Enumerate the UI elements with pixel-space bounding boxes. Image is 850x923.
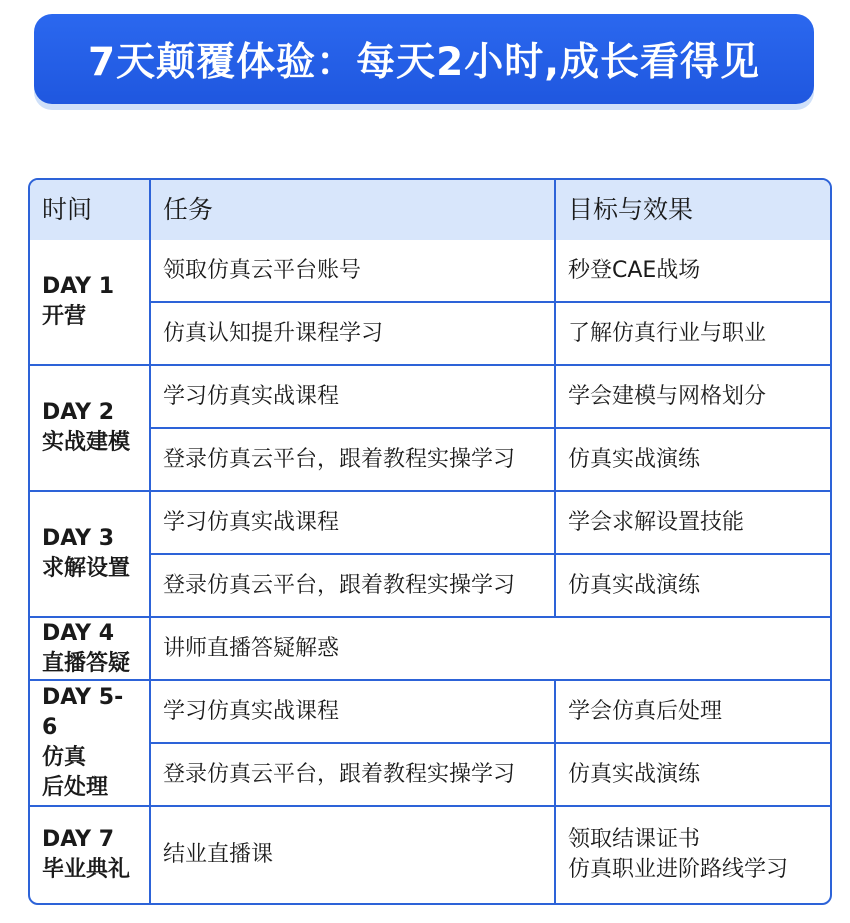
goal-line2: 仿真职业进阶路线学习 (568, 857, 789, 882)
day-label: DAY 7 (42, 827, 115, 852)
table-row (30, 681, 830, 744)
goal-cell: 学会仿真后处理 (556, 681, 830, 744)
day-label: DAY 5-6 (42, 685, 124, 740)
schedule-table (28, 178, 832, 905)
header-task: 任务 (151, 180, 556, 240)
goal-cell: 学会求解设置技能 (556, 492, 830, 555)
day-cell-4 (30, 618, 151, 681)
table-row (30, 492, 830, 555)
task-cell: 结业直播课 (151, 807, 556, 903)
task-cell: 学习仿真实战课程 (151, 492, 556, 555)
header-time: 时间 (30, 180, 151, 240)
table-header-row (30, 180, 830, 240)
goal-line1: 领取结课证书 (568, 827, 701, 852)
task-cell: 讲师直播答疑解惑 (151, 618, 830, 681)
task-cell: 登录仿真云平台，跟着教程实操学习 (151, 555, 556, 618)
day-label: DAY 2 (42, 400, 115, 425)
task-cell: 学习仿真实战课程 (151, 366, 556, 429)
day-name-line2: 后处理 (42, 775, 109, 800)
goal-cell (556, 807, 830, 903)
day-name: 实战建模 (42, 430, 131, 455)
goal-cell: 秒登CAE战场 (556, 240, 830, 303)
day-name: 求解设置 (42, 556, 131, 581)
day-label: DAY 3 (42, 526, 115, 551)
task-cell: 学习仿真实战课程 (151, 681, 556, 744)
table-row (30, 240, 830, 303)
day-cell-2 (30, 366, 151, 492)
day-cell-7 (30, 807, 151, 903)
task-cell: 仿真认知提升课程学习 (151, 303, 556, 366)
day-name: 毕业典礼 (42, 857, 131, 882)
day-label: DAY 1 (42, 274, 115, 299)
day-name-line1: 仿真 (42, 745, 87, 770)
banner-title: 7天颠覆体验：每天2小时,成长看得见 (34, 14, 814, 104)
day-label: DAY 4 (42, 620, 115, 646)
task-cell: 登录仿真云平台，跟着教程实操学习 (151, 744, 556, 807)
task-cell: 领取仿真云平台账号 (151, 240, 556, 303)
day-cell-1 (30, 240, 151, 366)
title-banner (34, 14, 814, 110)
day-name: 直播答疑 (42, 650, 131, 676)
day-name: 开营 (42, 304, 87, 329)
header-goal: 目标与效果 (556, 180, 830, 240)
goal-cell: 了解仿真行业与职业 (556, 303, 830, 366)
table-row (30, 807, 830, 903)
goal-cell: 仿真实战演练 (556, 744, 830, 807)
table-row (30, 366, 830, 429)
day-cell-3 (30, 492, 151, 618)
goal-cell: 学会建模与网格划分 (556, 366, 830, 429)
goal-cell: 仿真实战演练 (556, 555, 830, 618)
table-row (30, 618, 830, 681)
task-cell: 登录仿真云平台，跟着教程实操学习 (151, 429, 556, 492)
day-cell-5-6 (30, 681, 151, 807)
goal-cell: 仿真实战演练 (556, 429, 830, 492)
